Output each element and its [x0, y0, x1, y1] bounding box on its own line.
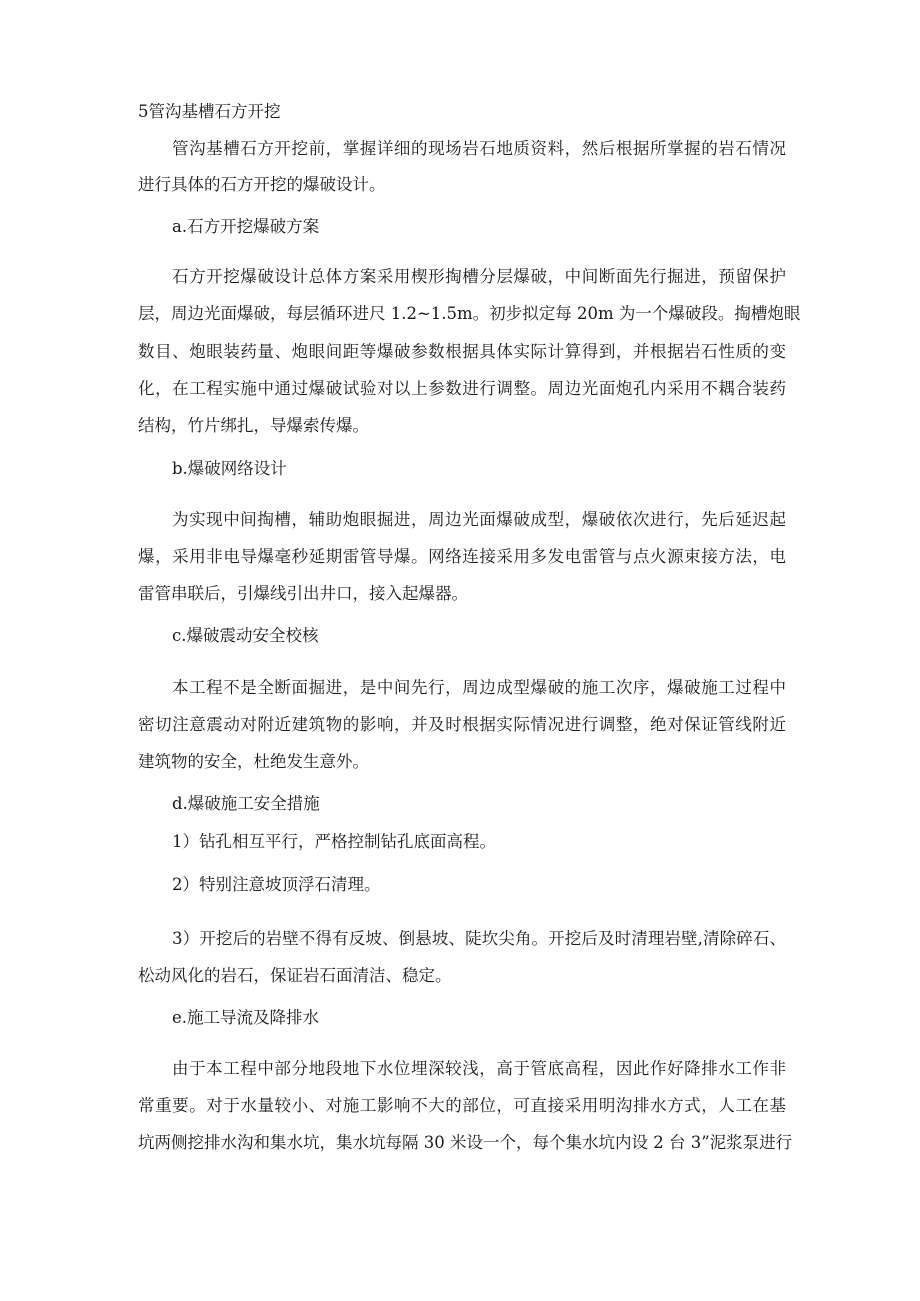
paragraph-c-line-3: 建筑物的安全，杜绝发生意外。: [138, 752, 369, 771]
measure-item-2: 2）特别注意坡顶浮石清理。: [172, 875, 381, 894]
paragraph-a-line-2: 层，周边光面爆破，每层循环进尺 1.2~1.5m。初步拟定每 20m 为一个爆破段。掏槽炮眼: [138, 304, 801, 323]
paragraph-e-line-2: 常重要。对于水量较小、对施工影响不大的部位，可直接采用明沟排水方式，人工在基: [138, 1096, 786, 1115]
paragraph-e-line-3: 坑两侧挖排水沟和集水坑，集水坑每隔 30 米设一个，每个集水坑内设 2 台 3”泥浆泵进行: [138, 1133, 793, 1152]
paragraph-e-line-1: 由于本工程中部分地段地下水位埋深较浅，高于管底高程，因此作好降排水工作非: [172, 1059, 786, 1078]
heading-c: c.爆破震动安全校核: [172, 626, 319, 645]
paragraph-a-line-1: 石方开挖爆破设计总体方案采用楔形掏槽分层爆破，中间断面先行掘进，预留保护: [172, 267, 786, 286]
heading-e: e.施工导流及降排水: [172, 1008, 320, 1027]
intro-line-1: 管沟基槽石方开挖前，掌握详细的现场岩石地质资料，然后根据所掌握的岩石情况: [172, 139, 786, 158]
measure-item-1: 1）钻孔相互平行，严格控制钻孔底面高程。: [172, 832, 496, 851]
paragraph-b-line-1: 为实现中间掏槽，辅助炮眼掘进，周边光面爆破成型，爆破依次进行，先后延迟起: [172, 510, 786, 529]
paragraph-a-line-3: 数目、炮眼装药量、炮眼间距等爆破参数根据具体实际计算得到，并根据岩石性质的变: [138, 342, 786, 361]
heading-b: b.爆破网络设计: [172, 459, 287, 478]
paragraph-a-line-4: 化，在工程实施中通过爆破试验对以上参数进行调整。周边光面炮孔内采用不耦合装药: [138, 379, 786, 398]
measure-item-3-line-1: 3）开挖后的岩壁不得有反坡、倒悬坡、陡坎尖角。开挖后及时清理岩壁,清除碎石、: [172, 929, 786, 948]
section-title: 5管沟基槽石方开挖: [138, 102, 281, 121]
paragraph-b-line-3: 雷管串联后，引爆线引出井口，接入起爆器。: [138, 584, 468, 603]
paragraph-c-line-2: 密切注意震动对附近建筑物的影响，并及时根据实际情况进行调整，绝对保证管线附近: [138, 715, 786, 734]
paragraph-a-line-5: 结构，竹片绑扎，导爆索传爆。: [138, 416, 369, 435]
measure-item-3-line-2: 松动风化的岩石，保证岩石面清洁、稳定。: [138, 966, 452, 985]
paragraph-b-line-2: 爆，采用非电导爆毫秒延期雷管导爆。网络连接采用多发电雷管与点火源束接方法，电: [138, 547, 786, 566]
paragraph-c-line-1: 本工程不是全断面掘进，是中间先行，周边成型爆破的施工次序，爆破施工过程中: [172, 678, 786, 697]
heading-a: a.石方开挖爆破方案: [172, 217, 320, 236]
heading-d: d.爆破施工安全措施: [172, 794, 320, 813]
intro-line-2: 进行具体的石方开挖的爆破设计。: [138, 175, 386, 194]
